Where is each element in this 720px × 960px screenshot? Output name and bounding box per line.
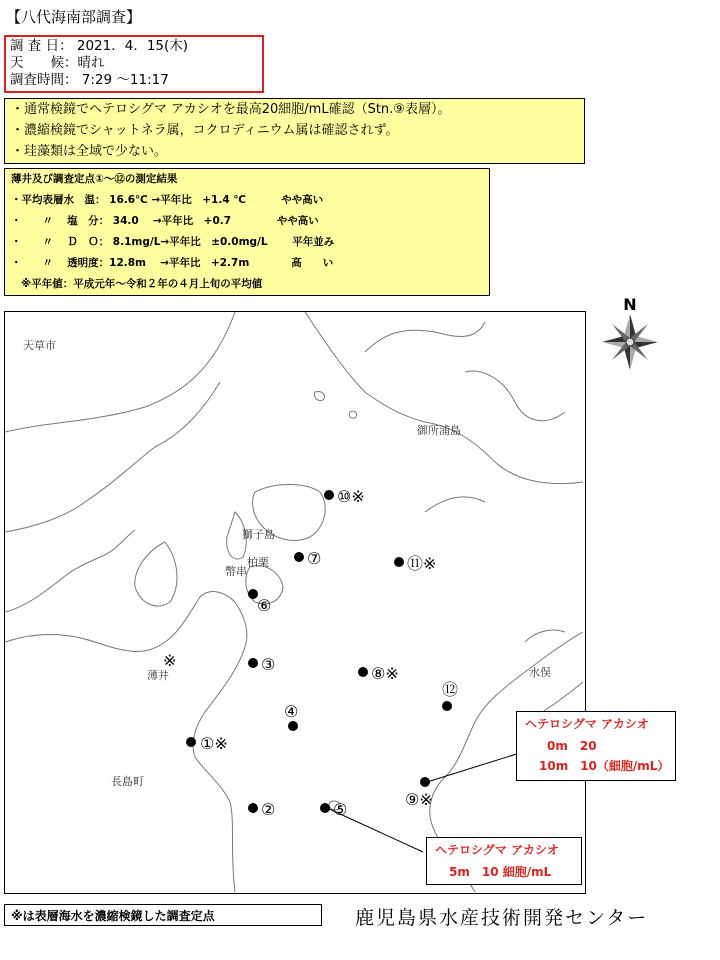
station-1 [186,734,228,753]
station-label: ② [261,800,276,819]
weather: 天 候：晴れ [10,55,105,71]
measurement-note: ※平年値：平成元年～令和２年の４月上旬の平均値 [21,278,263,290]
station-12 [442,680,458,711]
station-4 [284,702,298,731]
map-frame [4,311,670,894]
station-label: ④ [284,702,299,721]
station-label: ⑪※ [407,554,437,573]
measurement-row: ・ 〃 透明度：12.8m →平年比 +2.7m 高 い [11,257,334,269]
callout-value: 5m 10 細胞/mL [449,865,552,879]
summary-line: ・濃縮検鏡でシャットネラ属，コクロディニウム属は確認されず。 [11,123,399,138]
measurement-row: ・ 〃 塩 分： 34.0 →平年比 +0.7 やや高い [11,215,319,227]
coastline-map [5,312,585,893]
summary-line: ・通常検鏡でヘテロシグマ アカシオを最高20細胞/mL確認（Stn.⑨表層）。 [11,102,451,117]
station-7 [294,549,321,568]
agency-name: 鹿児島県水産技術開発センター [355,907,649,929]
station-3 [248,655,275,674]
measurement-row: ・ 〃 Ｄ Ｏ： 8.1mg/L→平年比 ±0.0mg/L 平年並み [11,236,335,248]
summary-box [4,98,585,164]
measurement-header: 薄井及び調査定点①～⑫の測定結果 [11,173,178,185]
place-name-amakusa: 天草市 [23,339,56,352]
station-label: ⑥ [257,596,272,615]
place-name-usui: 薄井 [147,669,169,682]
callout-value: 0m 20 [547,739,597,753]
station-10 [324,487,365,506]
station-6 [248,589,271,615]
callout-value: 10m 10（細胞/mL） [539,759,670,773]
compass-rose-icon [598,296,662,376]
callout-connector [427,752,523,782]
measurement-row: ・平均表層水 温： 16.6℃ →平年比 +1.4 ℃ やや高い [11,194,324,206]
callout-species: ヘテロシグマ アカシオ [525,717,649,731]
measurement-box [4,168,490,296]
callout-station-5 [426,837,582,885]
station-5 [320,800,347,819]
station-11 [394,554,436,573]
place-name-shishijima: 獅子島 [242,528,275,541]
station-label: ⑤ [333,800,348,819]
usui-concentrated-mark: ※ [163,651,177,670]
survey-info-box [4,35,264,93]
station-label: ⑨※ [405,790,433,809]
survey-date: 調 査 日： 2021．4．15(木) [10,38,189,54]
callout-station-9 [516,711,676,781]
page-title: 【八代海南部調査】 [6,8,142,26]
compass-label: N [623,296,637,314]
station-label: ⑦ [307,549,322,568]
legend-note: ※は表層海水を濃縮検鏡した調査定点 [4,904,322,926]
station-label: ⑧※ [371,664,399,683]
station-label: ⑩※ [337,487,365,506]
place-name-minamata: 水俣 [529,666,551,679]
station-2 [248,800,275,819]
place-name-kashiwagi: 柏栗 [247,556,269,569]
survey-time: 調査時間： 7:29 ～11:17 [10,72,169,88]
callout-species: ヘテロシグマ アカシオ [435,843,559,857]
station-label: ⑫ [442,680,459,699]
station-9 [405,777,433,809]
summary-line: ・珪藻類は全域で少ない。 [11,144,168,159]
station-label: ①※ [200,734,228,753]
place-name-nagashima: 長島町 [111,775,144,788]
place-name-heigushi: 幣串 [225,565,247,578]
station-8 [358,664,399,683]
station-label: ③ [261,655,276,674]
place-name-goshoura: 御所浦島 [417,424,461,437]
